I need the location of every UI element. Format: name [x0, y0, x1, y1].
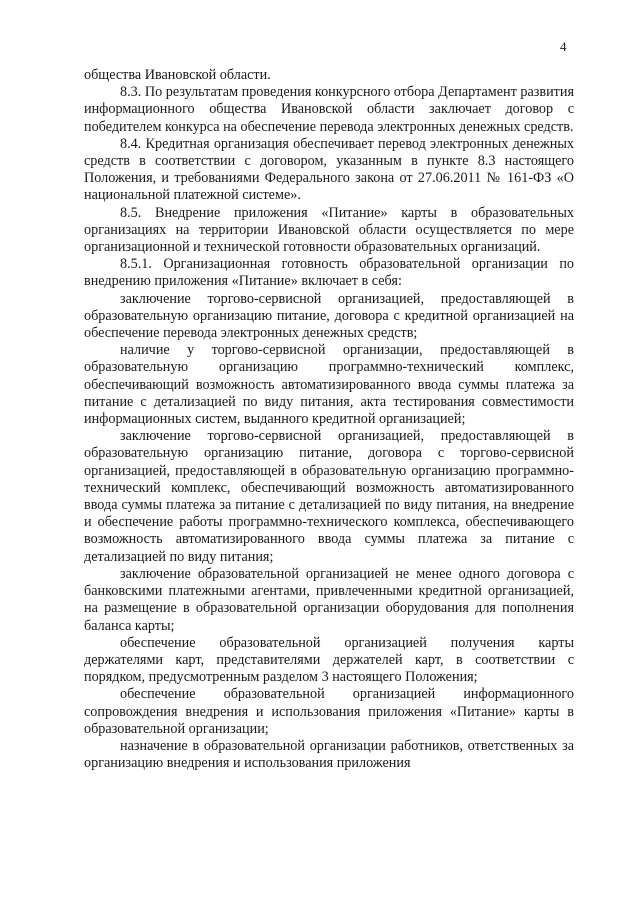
paragraph: 8.5. Внедрение приложения «Питание» карты в образовательных организациях на территории Ивановской области осуществляется по мере организационной и технической готовности образовательных организаций. — [84, 204, 574, 256]
paragraph: заключение торгово-сервисной организацией, предоставляющей в образовательную организацию питание, договора с кредитной организацией на обеспечение перевода электронных денежных средств; — [84, 290, 574, 342]
paragraph: обеспечение образовательной организацией информационного сопровождения внедрения и использования приложения «Питание» карты в образовательной организации; — [84, 686, 574, 737]
page-number: 4 — [560, 39, 567, 54]
paragraph: заключение образовательной организацией не менее одного договора с банковскими платежными агентами, привлеченными кредитной организацией, на размещение в образовательной организации оборудования для пополнения баланса карты; — [84, 565, 574, 634]
paragraph: назначение в образовательной организации работников, ответственных за организацию внедрения и использования приложения — [84, 737, 574, 772]
paragraph: 8.3. По результатам проведения конкурсного отбора Департамент развития информационного общества Ивановской области заключает договор с победителем конкурса на обеспечение перевода электронных денежных средств. — [84, 84, 574, 135]
document-body — [84, 67, 574, 772]
paragraph: 8.4. Кредитная организация обеспечивает перевод электронных денежных средств в соответствии с договором, указанным в пункте 8.3 настоящего Положения, и требованиями Федерального закона от 27.06.2011 № 161-ФЗ «О национальной платежной системе». — [84, 135, 574, 204]
paragraph: наличие у торгово-сервисной организации, предоставляющей в образовательную организацию программно-технический комплекс, обеспечивающий возможность автоматизированного ввода суммы платежа за питание с детализацией по виду питания, акта тестирования совместимости информационных систем, выданного кредитной организацией; — [84, 342, 574, 428]
paragraph: заключение торгово-сервисной организацией, предоставляющей в образовательную организацию питание, договора с торгово-сервисной организацией, предоставляющей в образовательную организацию программно-технический комплекс, обеспечивающий возможность автоматизированного ввода суммы платежа за питание с детализацией по виду питания, на внедрение и обеспечение работы программно-технического комплекса, обеспечивающего возможность автоматизированного ввода суммы платежа за питание с детализацией по виду питания; — [84, 428, 574, 565]
paragraph: обеспечение образовательной организацией получения карты держателями карт, представителями держателей карт, в соответствии с порядком, предусмотренным разделом 3 настоящего Положения; — [84, 634, 574, 686]
paragraph: 8.5.1. Организационная готовность образовательной организации по внедрению приложения «Питание» включает в себя: — [84, 256, 574, 290]
paragraph: общества Ивановской области. — [84, 67, 271, 83]
